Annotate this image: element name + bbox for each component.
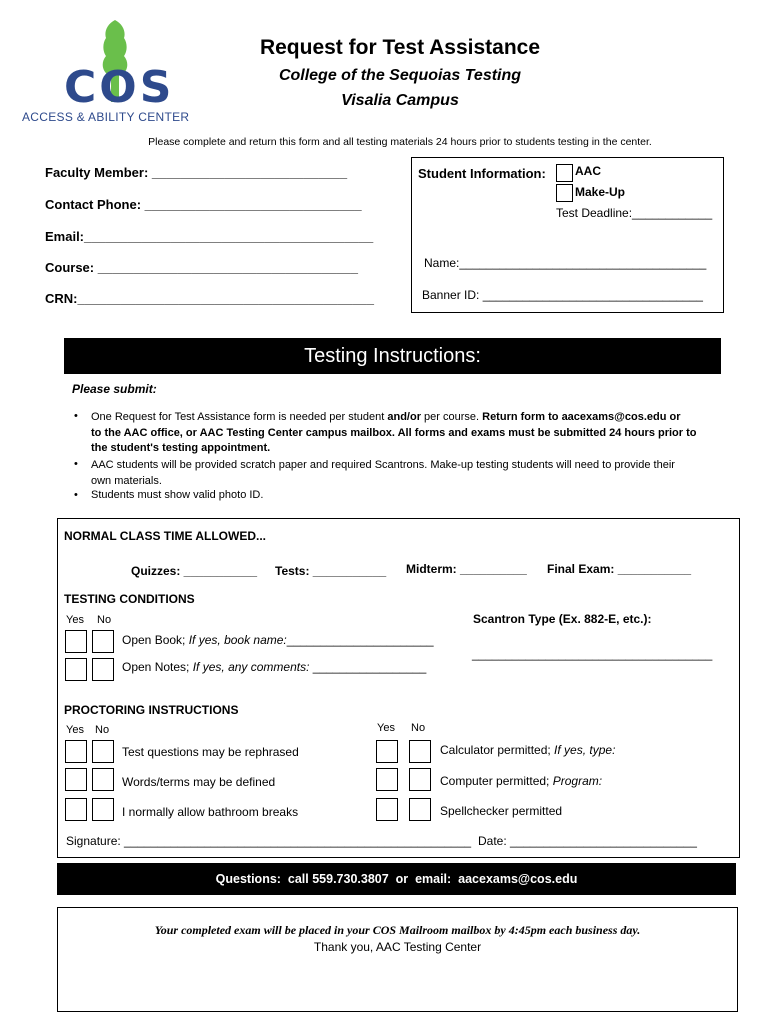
open-notes-no-checkbox[interactable] xyxy=(92,658,114,681)
aac-label: AAC xyxy=(575,164,601,178)
open-book-prompt: If yes, book name: xyxy=(188,633,287,647)
spellchecker-no-checkbox[interactable] xyxy=(409,798,431,821)
bullet-1-part-c: per course. xyxy=(420,411,483,423)
calculator-text: Calculator permitted; xyxy=(440,743,555,757)
bullet-1-part-b: and/or xyxy=(387,411,421,423)
calculator-no-checkbox[interactable] xyxy=(409,740,431,763)
defined-label: Words/terms may be defined xyxy=(122,775,276,789)
proctoring-yes-label-right: Yes xyxy=(377,722,395,734)
open-book-yes-checkbox[interactable] xyxy=(65,630,87,653)
course-field[interactable]: Course: ____________________________________ xyxy=(45,260,359,275)
open-book-label xyxy=(122,633,434,647)
defined-yes-checkbox[interactable] xyxy=(65,768,87,791)
logo-letters: COS xyxy=(64,62,175,113)
bullet-1: • xyxy=(74,410,78,422)
tests-field[interactable]: Tests: ___________ xyxy=(275,564,387,578)
student-name-field[interactable]: Name:_____________________________________ xyxy=(424,256,707,270)
bullet-2: • xyxy=(74,458,78,470)
computer-no-checkbox[interactable] xyxy=(409,768,431,791)
open-notes-text: Open Notes; xyxy=(122,660,193,674)
rephrased-no-checkbox[interactable] xyxy=(92,740,114,763)
bullet-3: • xyxy=(74,489,78,501)
please-submit-label: Please submit: xyxy=(72,382,157,396)
calculator-label xyxy=(440,743,615,757)
quizzes-field[interactable]: Quizzes: ___________ xyxy=(131,564,258,578)
makeup-checkbox[interactable] xyxy=(556,184,573,202)
scantron-type-field[interactable]: ____________________________________ xyxy=(472,647,713,661)
footer-exam-notice: Your completed exam will be placed in your COS Mailroom mailbox by 4:45pm each business day. xyxy=(154,923,641,937)
faculty-member-field[interactable]: Faculty Member: ___________________________ xyxy=(45,165,348,180)
footer-box xyxy=(57,907,738,1012)
proctoring-heading: PROCTORING INSTRUCTIONS xyxy=(64,703,239,717)
subtitle-campus: Visalia Campus xyxy=(341,92,459,109)
bullet-1-line-3: the student's testing appointment. xyxy=(91,442,271,454)
email-field[interactable]: Email:________________________________________ xyxy=(45,229,374,244)
crn-field[interactable]: CRN:_________________________________________ xyxy=(45,291,374,306)
test-deadline-field[interactable]: Test Deadline:____________ xyxy=(556,206,713,220)
bullet-1-line-2: to the AAC office, or AAC Testing Center campus mailbox. All forms and exams must be submitted 24 hours prior to xyxy=(91,426,697,439)
bullet-1-part-a: One Request for Test Assistance form is needed per student xyxy=(91,411,388,423)
spellchecker-label: Spellchecker permitted xyxy=(440,804,563,818)
subtitle-college: College of the Sequoias Testing xyxy=(278,67,522,84)
bullet-1-text xyxy=(91,410,731,457)
spellchecker-yes-checkbox[interactable] xyxy=(376,798,398,821)
proctoring-no-label-left: No xyxy=(95,724,110,736)
open-book-line[interactable]: ______________________ xyxy=(286,633,434,647)
testing-instructions-heading: Testing Instructions: xyxy=(64,338,721,374)
contact-phone-field[interactable]: Contact Phone: ______________________________ xyxy=(45,197,362,212)
bathroom-no-checkbox[interactable] xyxy=(92,798,114,821)
aac-checkbox[interactable] xyxy=(556,164,573,182)
signature-field[interactable]: Signature: ____________________________________________________ xyxy=(66,834,472,848)
class-time-heading: NORMAL CLASS TIME ALLOWED... xyxy=(64,529,266,543)
open-notes-label xyxy=(122,660,426,674)
computer-text: Computer permitted; xyxy=(440,774,553,788)
footer-thanks: Thank you, AAC Testing Center xyxy=(313,940,482,954)
final-exam-field[interactable]: Final Exam: ___________ xyxy=(547,562,692,576)
logo-subtitle: ACCESS & ABILITY CENTER xyxy=(22,110,190,124)
date-field[interactable]: Date: ____________________________ xyxy=(478,834,697,848)
testing-conditions-heading: TESTING CONDITIONS xyxy=(64,592,195,606)
instructions-note: Please complete and return this form and all testing materials 24 hours prior to students testing in the center. xyxy=(148,136,652,148)
bullet-2-line-1: AAC students will be provided scratch paper and required Scantrons. Make-up testing students will need to provide their xyxy=(91,459,675,471)
midterm-field[interactable]: Midterm: __________ xyxy=(406,562,527,576)
defined-no-checkbox[interactable] xyxy=(92,768,114,791)
bathroom-yes-checkbox[interactable] xyxy=(65,798,87,821)
bathroom-label: I normally allow bathroom breaks xyxy=(122,805,299,819)
bullet-2-text xyxy=(91,458,731,489)
banner-id-field[interactable]: Banner ID: _________________________________ xyxy=(422,288,703,302)
bullet-2-line-2: own materials. xyxy=(91,474,162,487)
conditions-no-label: No xyxy=(97,614,112,626)
page-title: Request for Test Assistance xyxy=(259,36,541,59)
student-info-box xyxy=(411,157,724,313)
computer-yes-checkbox[interactable] xyxy=(376,768,398,791)
bullet-1-part-d: Return form to aacexams@cos.edu or xyxy=(482,411,681,423)
questions-bar: Questions: call 559.730.3807 or email: aacexams@cos.edu xyxy=(57,863,736,895)
rephrased-yes-checkbox[interactable] xyxy=(65,740,87,763)
rephrased-label: Test questions may be rephrased xyxy=(122,745,299,759)
proctoring-no-label-right: No xyxy=(411,722,426,734)
proctoring-yes-label-left: Yes xyxy=(66,724,84,736)
open-notes-yes-checkbox[interactable] xyxy=(65,658,87,681)
student-info-label: Student Information: xyxy=(418,166,546,181)
calculator-prompt: If yes, type: xyxy=(554,743,616,757)
bullet-3-text: Students must show valid photo ID. xyxy=(91,489,264,501)
calculator-yes-checkbox[interactable] xyxy=(376,740,398,763)
open-notes-prompt: If yes, any comments: xyxy=(192,660,310,674)
open-notes-line[interactable]: _________________ xyxy=(312,660,427,674)
makeup-label: Make-Up xyxy=(575,185,626,199)
open-book-no-checkbox[interactable] xyxy=(92,630,114,653)
scantron-type-label: Scantron Type (Ex. 882-E, etc.): xyxy=(473,612,652,626)
conditions-yes-label: Yes xyxy=(66,614,84,626)
computer-label xyxy=(440,774,602,788)
open-book-text: Open Book; xyxy=(122,633,189,647)
logo xyxy=(20,18,215,126)
computer-prompt: Program: xyxy=(552,774,603,788)
